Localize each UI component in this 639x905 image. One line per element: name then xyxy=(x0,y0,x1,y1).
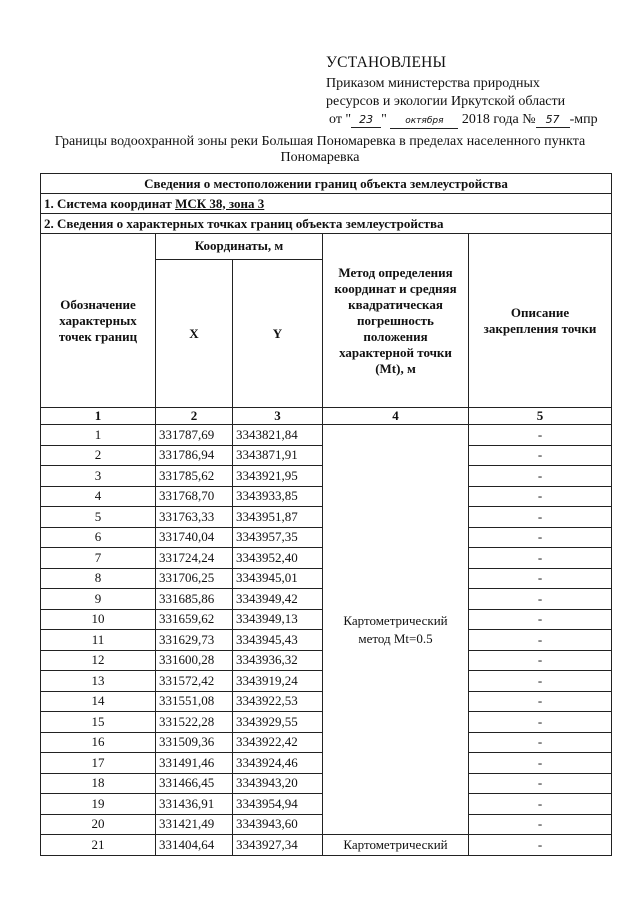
table-row xyxy=(41,835,612,856)
coordinate-x: 331763,33 xyxy=(156,507,233,528)
coordinate-x: 331551,08 xyxy=(156,691,233,712)
coordinate-y: 3343949,13 xyxy=(233,609,323,630)
description-cell: - xyxy=(469,609,612,630)
order-month: октября xyxy=(390,114,458,129)
coordinate-x: 331509,36 xyxy=(156,732,233,753)
coordinate-y: 3343871,91 xyxy=(233,445,323,466)
header-row-1 xyxy=(41,234,612,260)
column-number: 5 xyxy=(469,408,612,425)
description-cell: - xyxy=(469,794,612,815)
order-suffix: -мпр xyxy=(569,112,598,127)
point-number: 7 xyxy=(41,548,156,569)
coordinate-y: 3343945,43 xyxy=(233,630,323,651)
order-day: 23 xyxy=(351,113,381,128)
point-number: 20 xyxy=(41,814,156,835)
coordinate-y: 3343954,94 xyxy=(233,794,323,815)
point-number: 17 xyxy=(41,753,156,774)
point-number: 21 xyxy=(41,835,156,856)
coordinate-system xyxy=(41,194,612,214)
coordinate-x: 331786,94 xyxy=(156,445,233,466)
coordinate-x: 331740,04 xyxy=(156,527,233,548)
point-number: 13 xyxy=(41,671,156,692)
coordinate-y: 3343951,87 xyxy=(233,507,323,528)
point-number: 12 xyxy=(41,650,156,671)
boundary-table xyxy=(40,173,612,856)
coordinate-y: 3343945,01 xyxy=(233,568,323,589)
description-cell: - xyxy=(469,589,612,610)
column-number-row xyxy=(41,408,612,425)
section-2-title: 2. Сведения о характерных точках границ объекта землеустройства xyxy=(41,214,612,234)
description-cell: - xyxy=(469,568,612,589)
description-cell: - xyxy=(469,466,612,487)
description-cell: - xyxy=(469,486,612,507)
coordinate-x: 331706,25 xyxy=(156,568,233,589)
point-number: 11 xyxy=(41,630,156,651)
coordinate-y: 3343924,46 xyxy=(233,753,323,774)
approval-line-2: ресурсов и экологии Иркутской области xyxy=(326,94,566,109)
coordinate-x: 331572,42 xyxy=(156,671,233,692)
description-cell: - xyxy=(469,445,612,466)
method-cell: Картометрический xyxy=(323,835,469,856)
coordinate-y: 3343927,34 xyxy=(233,835,323,856)
description-cell: - xyxy=(469,691,612,712)
coordinate-y: 3343933,85 xyxy=(233,486,323,507)
description-cell: - xyxy=(469,507,612,528)
point-number: 5 xyxy=(41,507,156,528)
section-2-row xyxy=(41,214,612,234)
coordinate-x: 331787,69 xyxy=(156,425,233,446)
coordinate-x: 331785,62 xyxy=(156,466,233,487)
coordinate-x: 331768,70 xyxy=(156,486,233,507)
order-year: 2018 года № xyxy=(461,112,536,127)
coordinate-x: 331522,28 xyxy=(156,712,233,733)
point-number: 3 xyxy=(41,466,156,487)
coordinate-y: 3343922,42 xyxy=(233,732,323,753)
description-cell: - xyxy=(469,835,612,856)
coordinate-y: 3343957,35 xyxy=(233,527,323,548)
order-prefix: от " xyxy=(329,112,352,127)
column-number: 3 xyxy=(233,408,323,425)
point-number: 9 xyxy=(41,589,156,610)
column-number: 1 xyxy=(41,408,156,425)
point-number: 18 xyxy=(41,773,156,794)
point-number: 6 xyxy=(41,527,156,548)
point-number: 2 xyxy=(41,445,156,466)
coordinate-system-value: МСК 38, зона 3 xyxy=(175,195,265,211)
description-cell: - xyxy=(469,527,612,548)
coordinate-y: 3343922,53 xyxy=(233,691,323,712)
order-line xyxy=(326,111,626,129)
coordinate-y: 3343952,40 xyxy=(233,548,323,569)
coordinate-x: 331629,73 xyxy=(156,630,233,651)
coordinate-x: 331466,45 xyxy=(156,773,233,794)
header-y: Y xyxy=(233,260,323,408)
point-number: 8 xyxy=(41,568,156,589)
coordinate-x: 331491,46 xyxy=(156,753,233,774)
coordinate-y: 3343936,32 xyxy=(233,650,323,671)
header-point: Обозначение характерных точек границ xyxy=(41,234,156,408)
coordinate-y: 3343943,20 xyxy=(233,773,323,794)
document-title: Границы водоохранной зоны реки Большая Пономаревка в пределах населенного пункта Пономаревка xyxy=(54,134,586,165)
description-cell: - xyxy=(469,712,612,733)
column-number: 2 xyxy=(156,408,233,425)
description-cell: - xyxy=(469,548,612,569)
header-coordinates: Координаты, м xyxy=(156,234,323,260)
coordinate-y: 3343921,95 xyxy=(233,466,323,487)
order-mid: " xyxy=(381,112,387,127)
approval-line-1: Приказом министерства природных xyxy=(326,76,540,91)
description-cell: - xyxy=(469,630,612,651)
coordinate-y: 3343943,60 xyxy=(233,814,323,835)
section-header-row xyxy=(41,174,612,194)
coordinate-x: 331421,49 xyxy=(156,814,233,835)
coordinate-y: 3343929,55 xyxy=(233,712,323,733)
coordinate-x: 331436,91 xyxy=(156,794,233,815)
coordinate-x: 331685,86 xyxy=(156,589,233,610)
section-1-row xyxy=(41,194,612,214)
description-cell: - xyxy=(469,753,612,774)
method-cell: Картометрический метод Mt=0.5 xyxy=(323,425,469,835)
header-description: Описание закрепления точки xyxy=(469,234,612,408)
point-number: 14 xyxy=(41,691,156,712)
description-cell: - xyxy=(469,650,612,671)
coordinate-y: 3343821,84 xyxy=(233,425,323,446)
description-cell: - xyxy=(469,425,612,446)
table-row xyxy=(41,425,612,446)
coordinate-x: 331600,28 xyxy=(156,650,233,671)
point-number: 19 xyxy=(41,794,156,815)
coordinate-y: 3343919,24 xyxy=(233,671,323,692)
section-header: Сведения о местоположении границ объекта землеустройства xyxy=(41,174,612,194)
description-cell: - xyxy=(469,814,612,835)
column-number: 4 xyxy=(323,408,469,425)
description-cell: - xyxy=(469,732,612,753)
point-number: 1 xyxy=(41,425,156,446)
header-method: Метод определения координат и средняя квадратическая погрешность положения характерной точки (Mt), м xyxy=(323,234,469,408)
coordinate-x: 331404,64 xyxy=(156,835,233,856)
approval-stamp xyxy=(326,54,626,129)
description-cell: - xyxy=(469,773,612,794)
header-x: X xyxy=(156,260,233,408)
description-cell: - xyxy=(469,671,612,692)
point-number: 4 xyxy=(41,486,156,507)
point-number: 15 xyxy=(41,712,156,733)
coordinate-x: 331724,24 xyxy=(156,548,233,569)
point-number: 16 xyxy=(41,732,156,753)
order-number: 57 xyxy=(536,113,570,128)
coordinate-x: 331659,62 xyxy=(156,609,233,630)
coordinate-system-label: 1. Система координат xyxy=(44,195,176,211)
approval-heading: УСТАНОВЛЕНЫ xyxy=(326,54,447,71)
point-number: 10 xyxy=(41,609,156,630)
coordinate-y: 3343949,42 xyxy=(233,589,323,610)
